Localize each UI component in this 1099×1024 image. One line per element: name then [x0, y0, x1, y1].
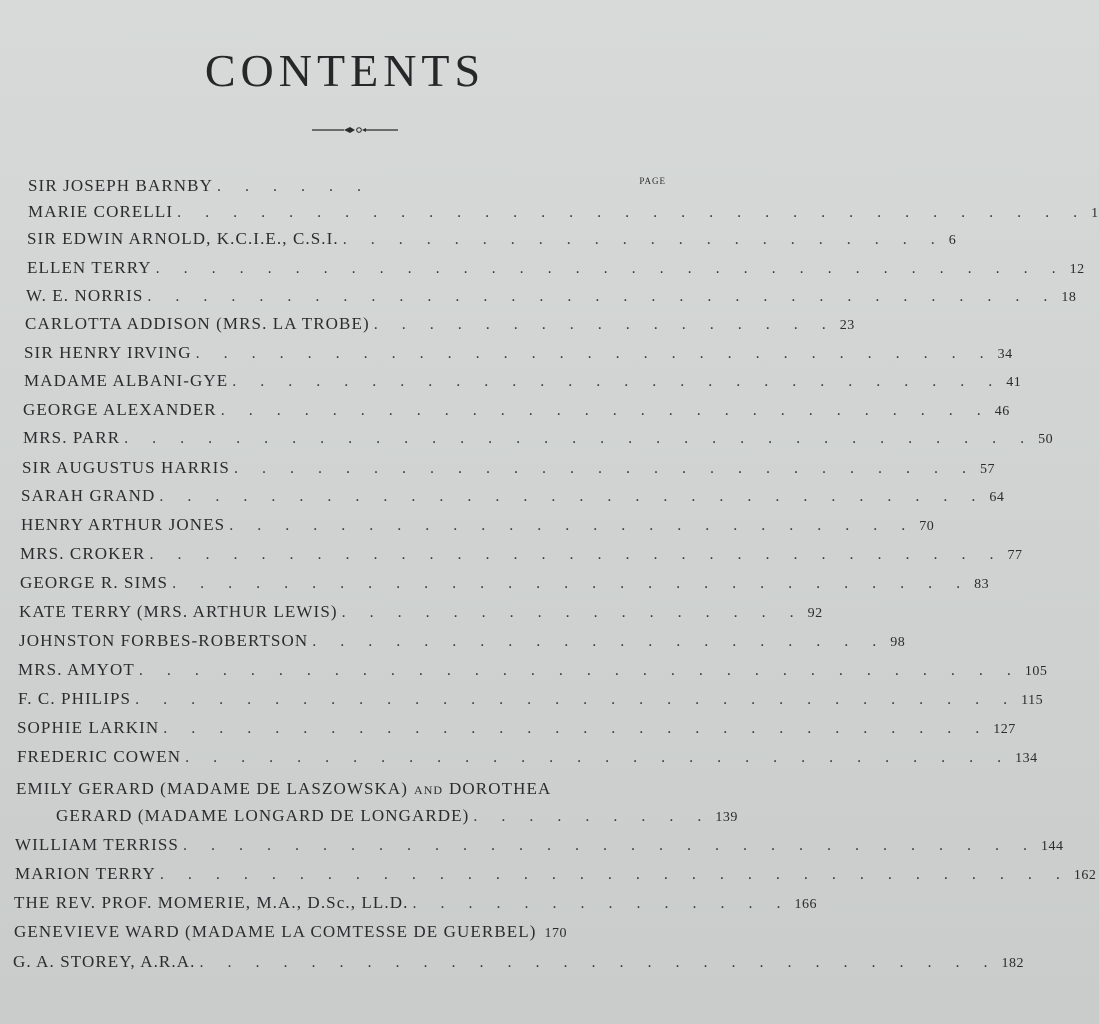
toc-entry-page: 166: [794, 897, 817, 912]
leader-dots: . . . . . . . . . . . . . . . . .: [373, 316, 836, 333]
toc-entry: [56, 806, 738, 832]
toc-entry: [23, 400, 1010, 426]
leader-dots: . . . . . . . . . . . . . . . . . . . . . . . . . . . . . . . .: [135, 691, 1018, 708]
toc-entry-page: 50: [1038, 432, 1054, 447]
toc-entry-page: 34: [997, 347, 1013, 362]
toc-entry-name: SIR EDWIN ARNOLD, K.C.I.E., C.S.I.: [27, 229, 339, 248]
toc-entry-name: EMILY GERARD (MADAME DE LASZOWSKA): [16, 779, 409, 798]
leader-dots: . . . . . . . . . . . . . . . . . . . . . . . . . . . . . .: [185, 749, 1012, 766]
toc-entry: [17, 747, 1038, 773]
toc-entry-name: MRS. AMYOT: [18, 660, 135, 679]
toc-entry-page: 115: [1021, 693, 1044, 708]
toc-entry-name: WILLIAM TERRISS: [15, 835, 179, 854]
leader-dots: . . . . . . . . . . . . . . . . . . . . . . . . . . . . . . .: [183, 837, 1037, 854]
toc-entry-name: GERARD (MADAME LONGARD DE LONGARDE): [56, 806, 470, 825]
toc-entry-page: 18: [1061, 290, 1077, 305]
leader-dots: . . . . . . . . . . . . . . . . . . . . . . . . . . . . .: [199, 954, 998, 971]
toc-entry: [18, 660, 1048, 686]
toc-entry: [27, 229, 957, 255]
toc-entry-name: CARLOTTA ADDISON (MRS. LA TROBE): [25, 314, 370, 333]
toc-entry-name: GENEVIEVE WARD (MADAME LA COMTESSE DE GUERBEL): [14, 922, 537, 941]
toc-entry: [20, 573, 990, 599]
toc-entry: [14, 922, 668, 948]
toc-entry-page: 1: [1091, 206, 1099, 221]
toc-entry: [27, 258, 1085, 284]
toc-entry: [24, 343, 1013, 369]
toc-entry-name: SOPHIE LARKIN: [17, 718, 160, 737]
toc-entry-name: MRS. PARR: [23, 428, 121, 447]
leader-dots: . . . . . . . . . . . . . . . . . . . . . . . . . . . .: [220, 402, 991, 419]
toc-entry-name: SIR JOSEPH BARNBY: [28, 176, 213, 195]
toc-entry-name: F. C. PHILIPS: [18, 689, 132, 708]
leader-dots: . . . . . . . . . . . . . . . . . . . . . . . . . . . . . . . . .: [155, 260, 1066, 277]
toc-entry-page: 83: [974, 577, 990, 592]
toc-entry: [17, 718, 1016, 744]
leader-dots: . . . . . . . . .: [473, 808, 712, 825]
leader-dots: . . . . . . . . . . . . . . . . . . . . . . . . . . . . . . . . .: [147, 288, 1058, 305]
toc-entry: [18, 689, 1044, 715]
toc-entry-name: SARAH GRAND: [21, 486, 156, 505]
toc-entry-name: GEORGE ALEXANDER: [23, 400, 217, 419]
toc-entry: [28, 202, 1099, 228]
toc-entry-page: 46: [994, 404, 1010, 419]
toc-entry-name: W. E. NORRIS: [26, 286, 144, 305]
page-column-heading: PAGE: [639, 176, 666, 186]
toc-entry: [13, 952, 1024, 978]
leader-dots: . . . . . . . . . . . . . . . . . . . . . . . . . . . . . . . . .: [177, 204, 1088, 221]
toc-entry-name: JOHNSTON FORBES-ROBERTSON: [19, 631, 309, 650]
toc-entry-page: 64: [989, 490, 1005, 505]
toc-entry: [26, 286, 1077, 312]
toc-entry-page: 92: [807, 606, 823, 621]
toc-entry-page: 23: [839, 318, 855, 333]
toc-entry-page: 98: [890, 635, 906, 650]
leader-dots: . . . . . . . . . . . . . . . . . . . . . . . . .: [229, 517, 916, 534]
toc-entry-name: FREDERIC COWEN: [17, 747, 182, 766]
toc-entry-page: 77: [1007, 548, 1023, 563]
toc-entry-page: 139: [715, 810, 738, 825]
toc-entry-page: 12: [1069, 262, 1085, 277]
leader-dots: . . . . . . . . . . . . . . . . . . . . .: [312, 633, 887, 650]
toc-entry-name-tail: DOROTHEA: [449, 779, 552, 798]
toc-entry-name: MADAME ALBANI-GYE: [24, 371, 229, 390]
leader-dots: . . . . . . . . . . . . . . . . . . . . . . . . . . . . .: [172, 575, 971, 592]
toc-entry-page: 70: [919, 519, 935, 534]
leader-dots: . . . . . . . . . . . . . . . . . . . . . . . . . . . . . .: [159, 488, 986, 505]
leader-dots: . . . . . .: [216, 178, 371, 195]
leader-dots: . . . . . . . . . . . . . . . . .: [341, 604, 804, 621]
toc-entry: [16, 779, 630, 805]
toc-entry-page: 105: [1024, 664, 1048, 679]
toc-entry: [21, 486, 1005, 512]
toc-entry-page: 6: [948, 233, 957, 248]
toc-entry: [22, 458, 995, 484]
toc-entry-name: ELLEN TERRY: [27, 258, 152, 277]
page-title: CONTENTS: [204, 45, 486, 96]
leader-dots: . . . . . . . . . . . . . . . . . . . . . . . . . . . . . .: [163, 720, 990, 737]
leader-dots: . . . . . . . . . . . . . . . . . . . . . . . . . . . . . . .: [149, 546, 1004, 563]
toc-entry: [14, 893, 817, 919]
toc-entry-page: 134: [1015, 751, 1038, 766]
toc-entry-name: SIR HENRY IRVING: [24, 343, 192, 362]
toc-entry-name: HENRY ARTHUR JONES: [21, 515, 226, 534]
toc-entry-name: MARIE CORELLI: [28, 202, 174, 221]
toc-entry-page: 41: [1006, 375, 1022, 390]
toc-entry-name: GEORGE R. SIMS: [20, 573, 169, 592]
toc-entry: [28, 176, 371, 202]
toc-entry-page: 57: [979, 462, 995, 477]
leader-dots: . . . . . . . . . . . . . . . . . . . . . .: [342, 231, 945, 248]
toc-entry: [21, 515, 935, 541]
toc-entry-page: 162: [1073, 868, 1097, 883]
toc-entry: [25, 314, 855, 340]
leader-dots: . . . . . . . . . . . . . . . . . . . . . . . . . . . .: [232, 373, 1003, 390]
toc-entry-conjunction: AND: [414, 783, 444, 797]
toc-entry-name: MARION TERRY: [15, 864, 156, 883]
toc-entry-name: SIR AUGUSTUS HARRIS: [22, 458, 230, 477]
leader-dots: . . . . . . . . . . . . . . . . . . . . . . . . . . . . . . . . .: [159, 866, 1070, 883]
toc-entry: [15, 835, 1064, 861]
toc-entry: [20, 544, 1023, 570]
leader-dots: . . . . . . . . . . . . . . . . . . . . . . . . . . . . . . . . .: [124, 430, 1035, 447]
leader-dots: . . . . . . . . . . . . . . . . . . . . . . . . . . . . .: [195, 345, 994, 362]
toc-entry-name: MRS. CROKER: [20, 544, 146, 563]
leader-dots: . . . . . . . . . . . . . .: [412, 895, 791, 912]
toc-entry-page: 127: [993, 722, 1016, 737]
leader-dots: . . . . . . . . . . . . . . . . . . . . . . . . . . .: [233, 460, 976, 477]
leader-dots: . . . . . . . . . . . . . . . . . . . . . . . . . . . . . . . .: [138, 662, 1021, 679]
toc-entry: [24, 371, 1022, 397]
toc-entry: [19, 602, 823, 628]
toc-entry-page: 182: [1001, 956, 1024, 971]
toc-entry-page: 170: [544, 926, 567, 941]
toc-entry-name: G. A. STOREY, A.R.A.: [13, 952, 196, 971]
toc-entry-page: 144: [1041, 839, 1064, 854]
ornament-rule: [312, 124, 398, 136]
toc-entry-name: KATE TERRY (MRS. ARTHUR LEWIS): [19, 602, 338, 621]
toc-entry: [19, 631, 906, 657]
toc-entry: [23, 428, 1054, 454]
toc-entry: [15, 864, 1097, 890]
toc-entry-name: THE REV. PROF. MOMERIE, M.A., D.Sc., LL.D.: [14, 893, 409, 912]
